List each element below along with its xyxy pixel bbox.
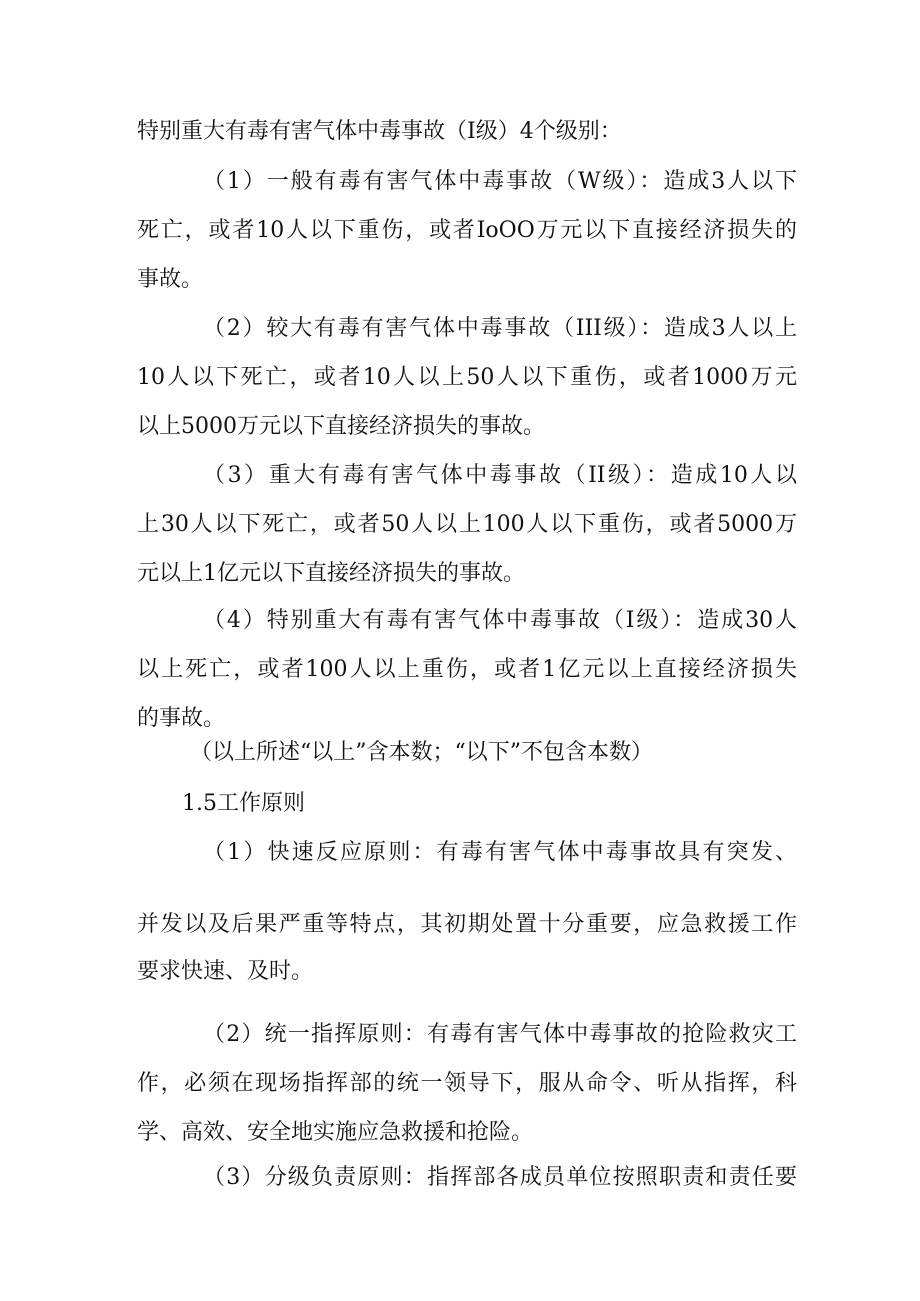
text-line: 要求快速、及时。 xyxy=(137,959,314,984)
text-line: 特别重大有毒有害气体中毒事故（I级）4个级别： xyxy=(137,119,622,144)
text-line: 以上5000万元以下直接经济损失的事故。 xyxy=(137,414,545,439)
text-line: （4）特别重大有毒有害气体中毒事故（I级）：造成30人 xyxy=(203,608,797,633)
text-line: 作，必须在现场指挥部的统一领导下，服从命令、听从指挥，科 xyxy=(137,1071,797,1096)
text-line: （2）较大有毒有害气体中毒事故（III级）：造成3人以上 xyxy=(203,316,797,341)
text-line: 并发以及后果严重等特点，其初期处置十分重要，应急救援工作 xyxy=(137,912,797,937)
text-line: （1）一般有毒有害气体中毒事故（W级）：造成3人以下 xyxy=(203,169,797,194)
note-line: （以上所述“以上”含本数；“以下”不包含本数） xyxy=(190,740,653,765)
section-heading: 1.5工作原则 xyxy=(182,791,305,816)
text-line: （3）分级负责原则：指挥部各成员单位按照职责和责任要 xyxy=(203,1165,797,1190)
text-line: （3）重大有毒有害气体中毒事故（II级）：造成10人以 xyxy=(203,463,797,488)
text-line: 元以上1亿元以下直接经济损失的事故。 xyxy=(137,561,525,586)
text-line: （1）快速反应原则：有毒有害气体中毒事故具有突发、 xyxy=(203,840,797,865)
text-line: 10人以下死亡，或者10人以上50人以下重伤，或者1000万元 xyxy=(137,365,797,390)
text-line: 上30人以下死亡，或者50人以上100人以下重伤，或者5000万 xyxy=(137,512,797,537)
text-line: 事故。 xyxy=(137,267,204,292)
text-line: 死亡，或者10人以下重伤，或者IoOO万元以下直接经济损失的 xyxy=(137,218,797,243)
text-line: 的事故。 xyxy=(137,706,226,731)
text-line: 以上死亡，或者100人以上重伤，或者1亿元以上直接经济损失 xyxy=(137,657,797,682)
text-line: （2）统一指挥原则：有毒有害气体中毒事故的抢险救灾工 xyxy=(203,1022,797,1047)
text-line: 学、高效、安全地实施应急救援和抢险。 xyxy=(137,1120,534,1145)
